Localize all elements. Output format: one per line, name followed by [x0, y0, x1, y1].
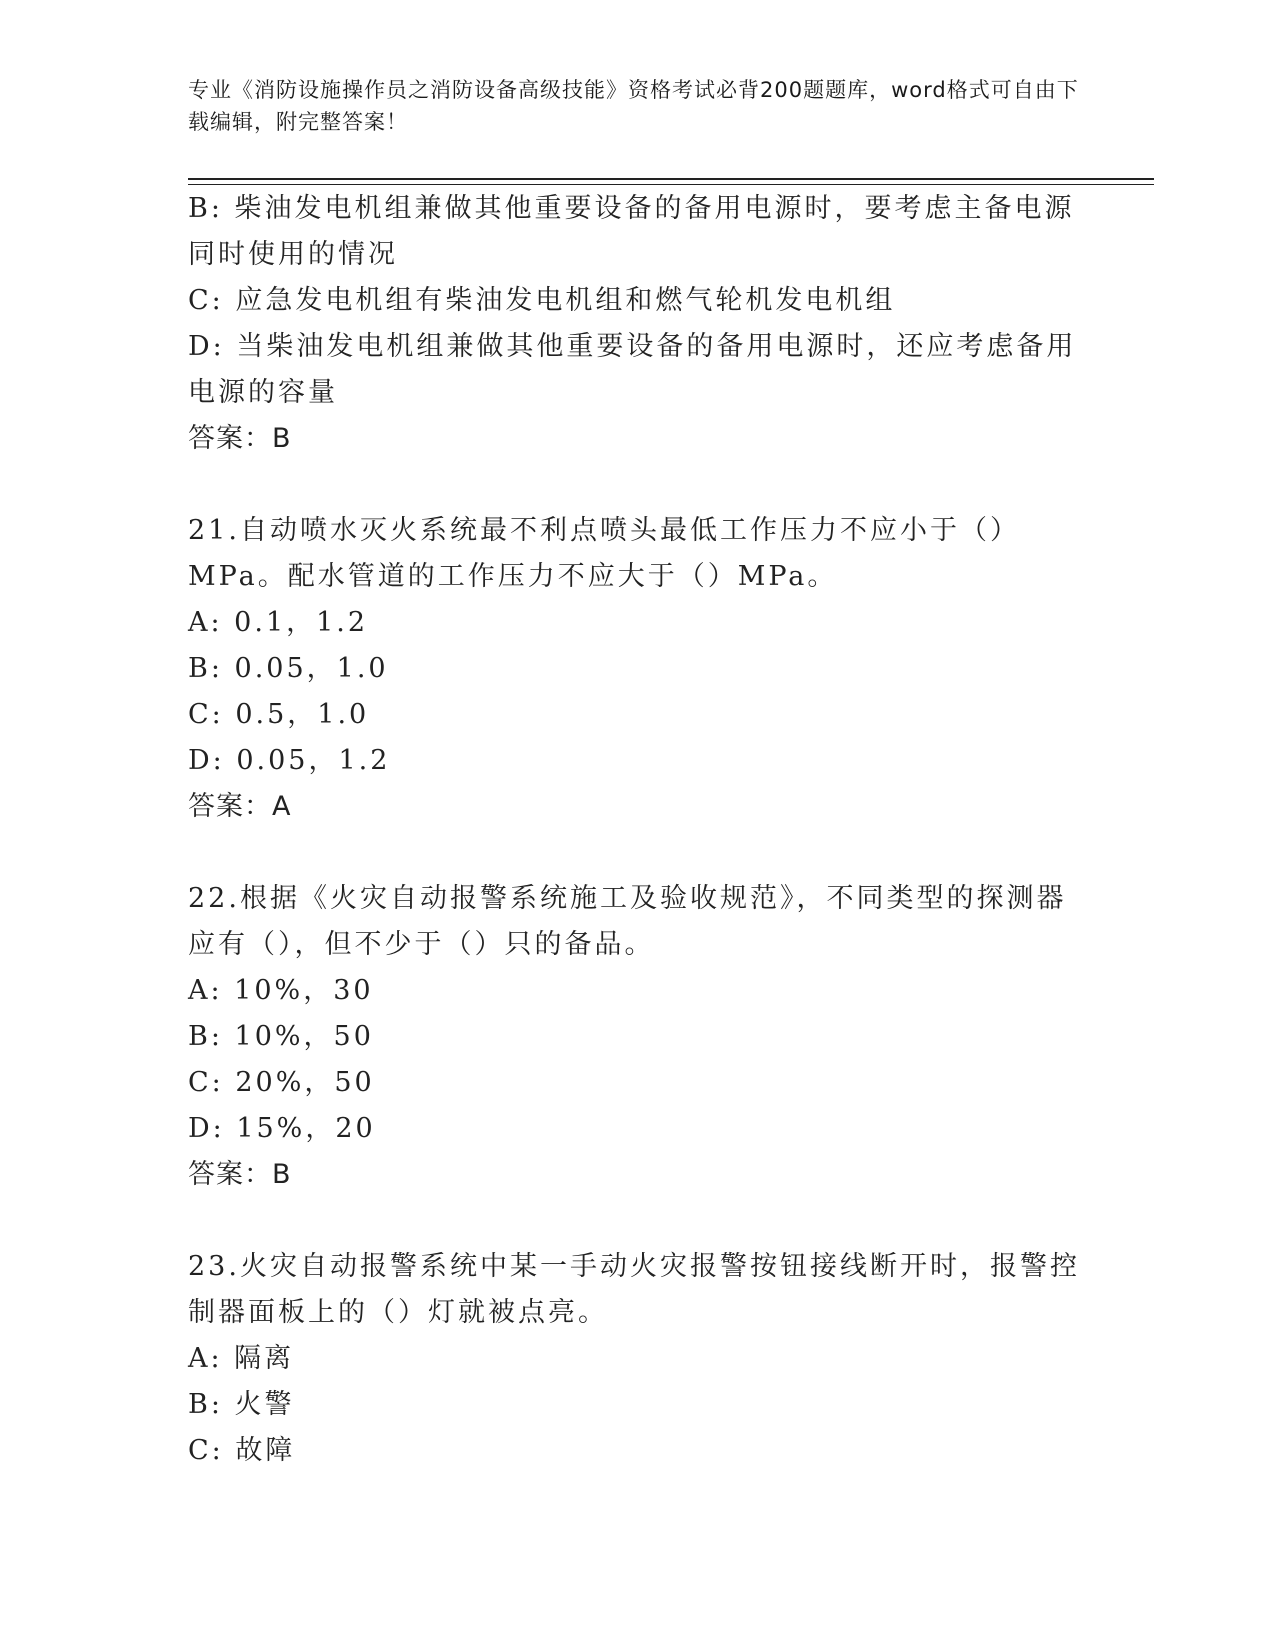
question-23 — [188, 1244, 1088, 1474]
spacer — [188, 462, 1088, 508]
spacer — [188, 830, 1088, 876]
question-stem: 23.火灾自动报警系统中某一手动火灾报警按钮接线断开时，报警控制器面板上的（）灯就被点亮。 — [188, 1251, 1080, 1328]
option-c: C: 20%，50 — [188, 1067, 375, 1098]
question-20-tail — [188, 186, 1088, 462]
option-c: C: 故障 — [188, 1435, 296, 1466]
page-header: 专业《消防设施操作员之消防设备高级技能》资格考试必背200题题库，word格式可自由下载编辑，附完整答案！ — [188, 78, 1079, 134]
answer: 答案：A — [188, 791, 292, 822]
option-c: C: 应急发电机组有柴油发电机组和燃气轮机发电机组 — [188, 285, 896, 316]
question-stem: 22.根据《火灾自动报警系统施工及验收规范》，不同类型的探测器应有（），但不少于（）只的备品。 — [188, 883, 1067, 960]
question-content — [188, 186, 1088, 1474]
answer: 答案：B — [188, 423, 292, 454]
question-22 — [188, 876, 1088, 1198]
spacer — [188, 1198, 1088, 1244]
question-stem: 21.自动喷水灭火系统最不利点喷头最低工作压力不应小于（）MPa。配水管道的工作压力不应大于（）MPa。 — [188, 515, 1020, 592]
option-d: D: 15%，20 — [188, 1113, 376, 1144]
option-a: A: 0.1，1.2 — [188, 607, 369, 638]
option-d: D: 0.05，1.2 — [188, 745, 391, 776]
option-b: B: 10%，50 — [188, 1021, 374, 1052]
option-b: B: 0.05，1.0 — [188, 653, 389, 684]
option-a: A: 10%，30 — [188, 975, 374, 1006]
option-b: B: 柴油发电机组兼做其他重要设备的备用电源时，要考虑主备电源同时使用的情况 — [188, 193, 1075, 270]
option-c: C: 0.5，1.0 — [188, 699, 370, 730]
option-a: A: 隔离 — [188, 1343, 295, 1374]
answer: 答案：B — [188, 1159, 292, 1190]
option-d: D: 当柴油发电机组兼做其他重要设备的备用电源时，还应考虑备用电源的容量 — [188, 331, 1077, 408]
header-divider-thick — [188, 178, 1154, 180]
option-b: B: 火警 — [188, 1389, 295, 1420]
question-21 — [188, 508, 1088, 830]
header-divider-thin — [188, 184, 1154, 185]
